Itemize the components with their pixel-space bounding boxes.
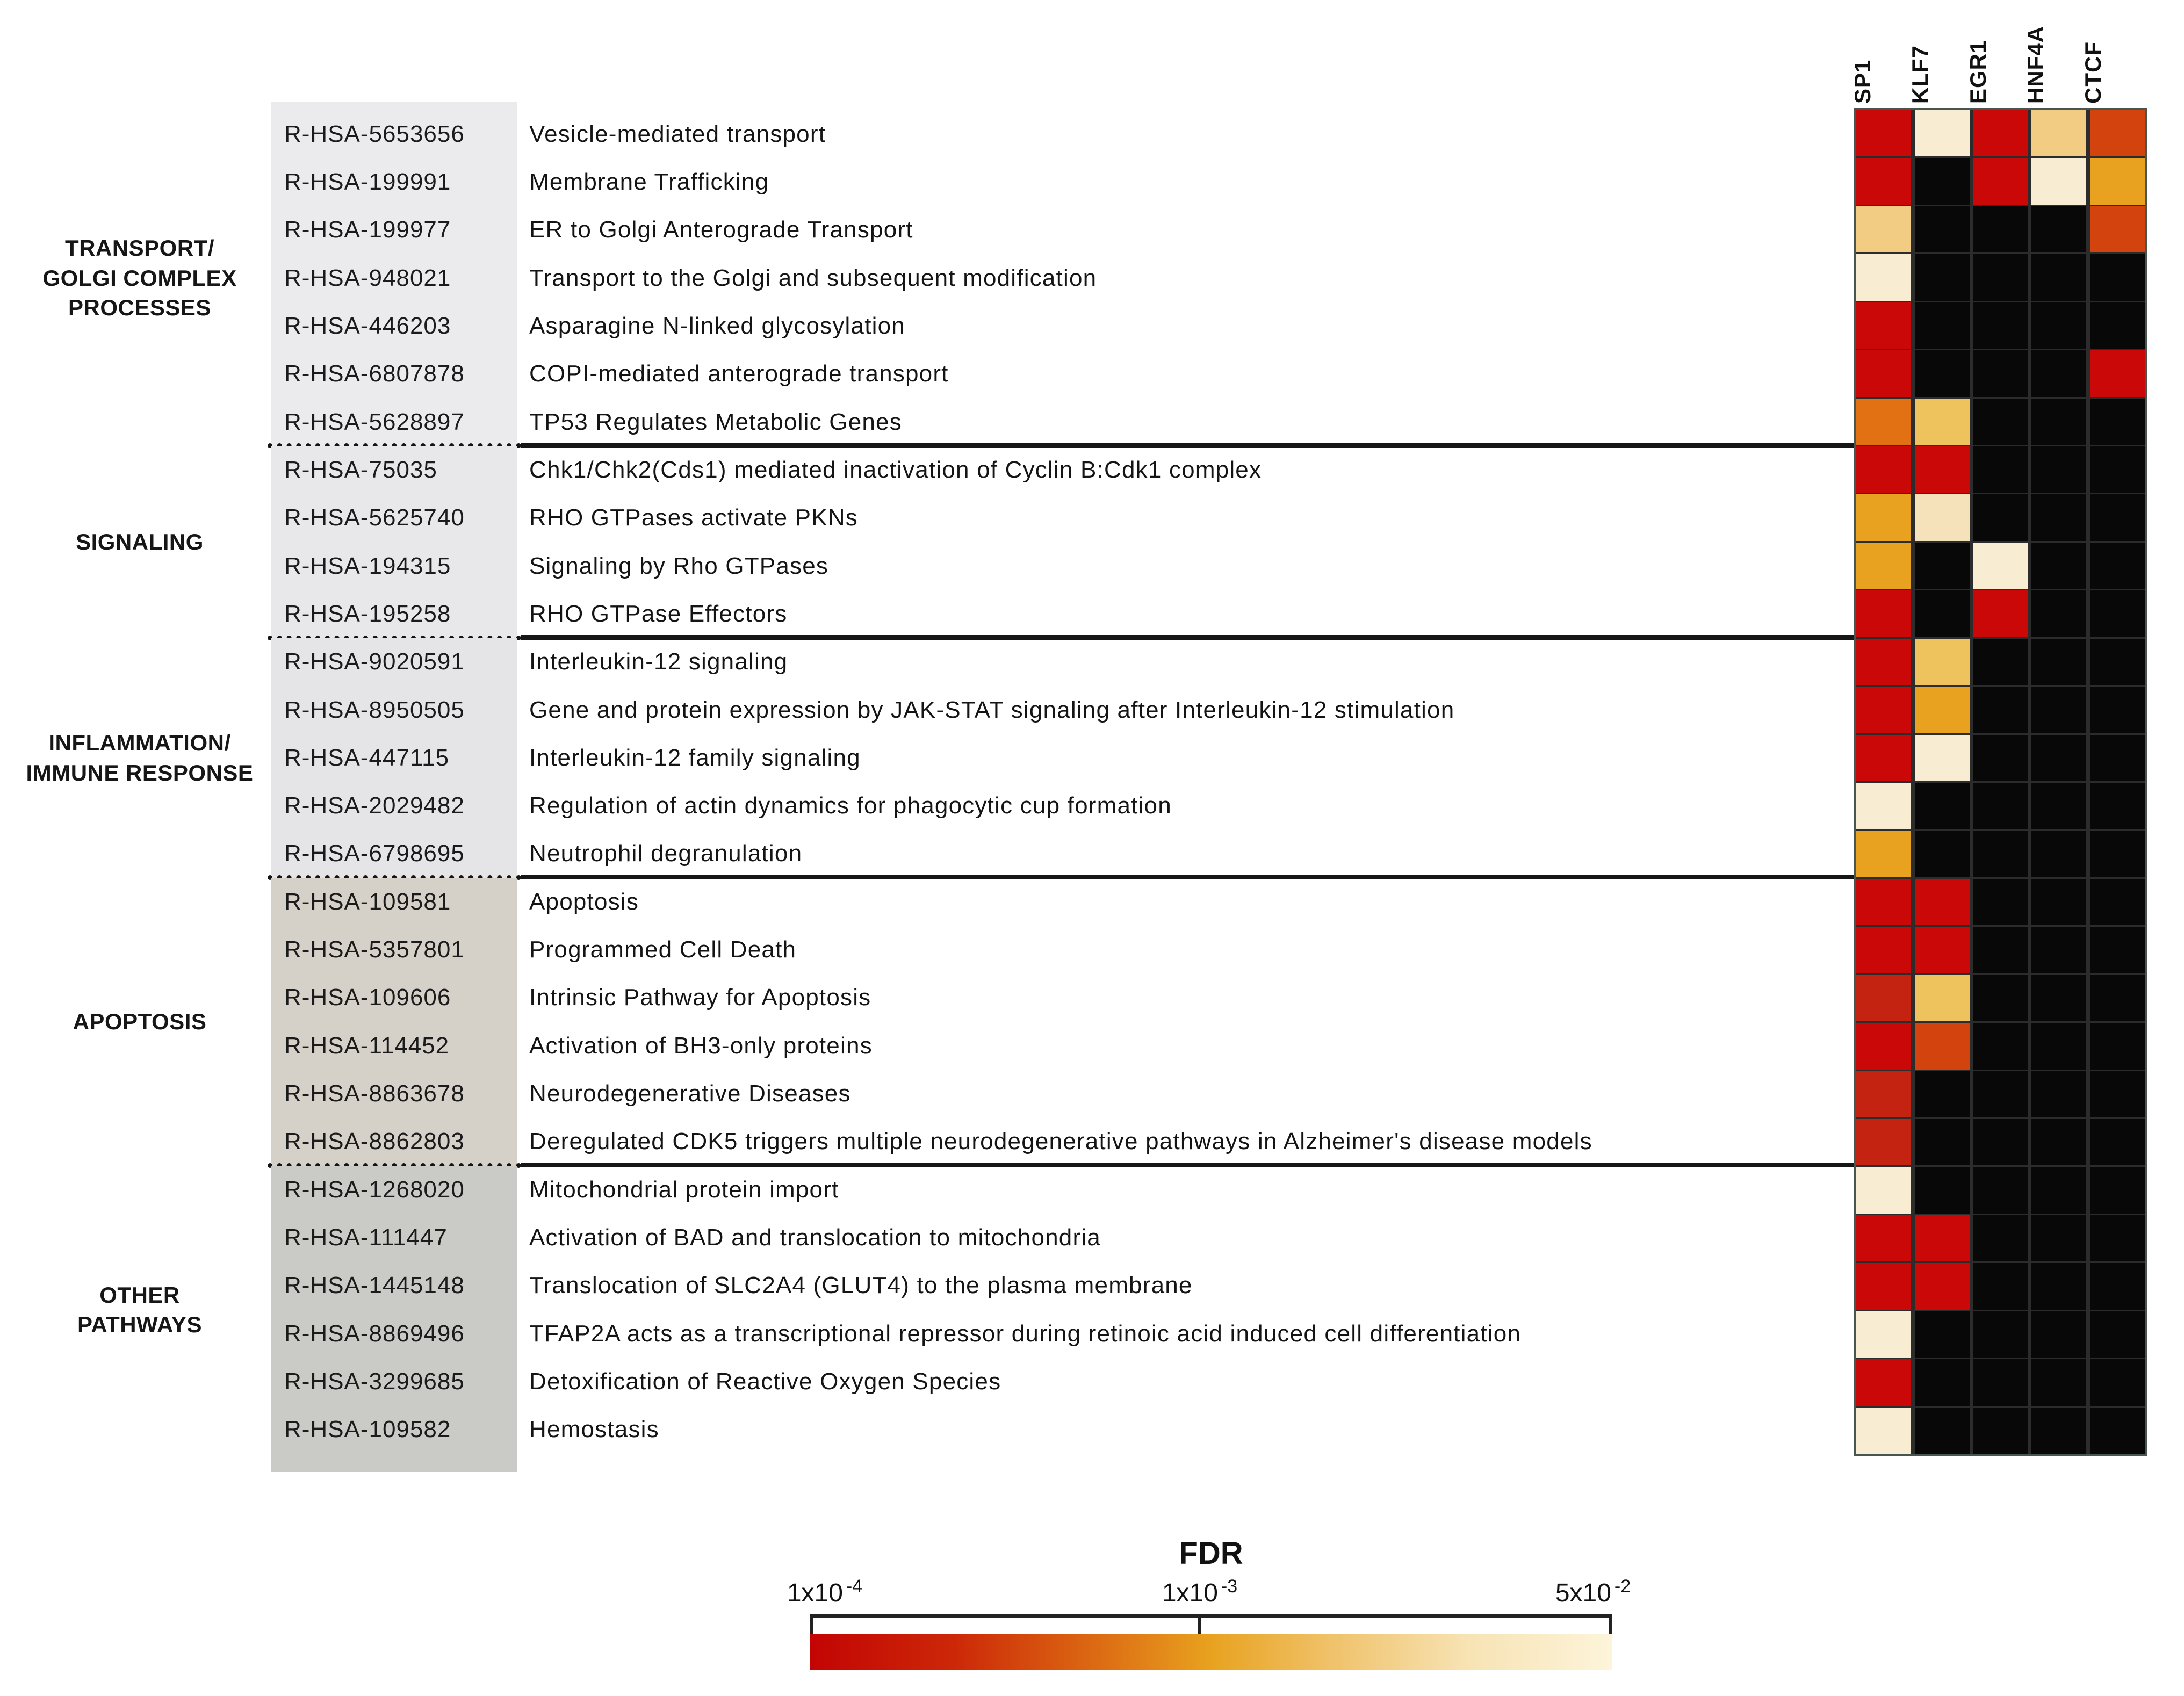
pathway-name: RHO GTPases activate PKNs bbox=[529, 504, 858, 531]
pathway-row bbox=[0, 1406, 1854, 1454]
pathway-name: Asparagine N-linked glycosylation bbox=[529, 312, 905, 339]
column-header-sp1: SP1 bbox=[1849, 59, 1875, 104]
heatmap-cell bbox=[2090, 1359, 2145, 1405]
pathway-row bbox=[0, 638, 1854, 686]
column-header-ctcf: CTCF bbox=[2080, 41, 2106, 104]
heatmap-cell bbox=[1856, 735, 1911, 781]
pathway-name: Neurodegenerative Diseases bbox=[529, 1080, 851, 1107]
heatmap-cell bbox=[2031, 831, 2086, 877]
column-header-hnf4a: HNF4A bbox=[2022, 25, 2048, 104]
heatmap-cell bbox=[1915, 1119, 1970, 1165]
pathway-name: Vesicle-mediated transport bbox=[529, 120, 826, 147]
legend-tick-mid bbox=[1119, 1576, 1280, 1608]
heatmap-cell bbox=[2031, 879, 2086, 925]
heatmap-cell bbox=[2031, 1119, 2086, 1165]
category-label-line: GOLGI COMPLEX bbox=[42, 265, 237, 291]
pathway-name: Intrinsic Pathway for Apoptosis bbox=[529, 984, 871, 1011]
heatmap-cell bbox=[1856, 879, 1911, 925]
pathway-id: R-HSA-2029482 bbox=[284, 792, 465, 819]
heatmap-cell bbox=[2031, 687, 2086, 733]
category-label-line: PROCESSES bbox=[68, 295, 211, 321]
heatmap-cell bbox=[2090, 879, 2145, 925]
pathway-id: R-HSA-9020591 bbox=[284, 648, 465, 675]
heatmap-cell bbox=[1915, 446, 1970, 493]
heatmap-cell bbox=[1915, 543, 1970, 589]
pathway-name: Activation of BH3-only proteins bbox=[529, 1032, 873, 1059]
heatmap-cell bbox=[1973, 1215, 2028, 1261]
heatmap-cell bbox=[2090, 687, 2145, 733]
heatmap-cell bbox=[1973, 1167, 2028, 1213]
heatmap-cell bbox=[2090, 1071, 2145, 1117]
pathway-row bbox=[0, 734, 1854, 782]
pathway-id: R-HSA-114452 bbox=[284, 1032, 450, 1059]
heatmap-cell bbox=[1973, 1119, 2028, 1165]
heatmap-cell bbox=[2031, 1215, 2086, 1261]
pathway-row bbox=[0, 782, 1854, 830]
heatmap-cell bbox=[1856, 590, 1911, 637]
heatmap-cell bbox=[1856, 158, 1911, 204]
pathway-id: R-HSA-5653656 bbox=[284, 120, 465, 147]
pathway-row bbox=[0, 926, 1854, 973]
heatmap-cell bbox=[2031, 639, 2086, 685]
pathway-row bbox=[0, 206, 1854, 254]
pathway-name: COPI-mediated anterograde transport bbox=[529, 360, 949, 387]
heatmap-cell bbox=[1915, 783, 1970, 829]
legend-tick-min bbox=[744, 1576, 905, 1608]
category-label-line: OTHER bbox=[99, 1282, 180, 1308]
heatmap-cell bbox=[1915, 1023, 1970, 1069]
pathway-id: R-HSA-8863678 bbox=[284, 1080, 465, 1107]
pathway-name: Regulation of actin dynamics for phagocytic cup formation bbox=[529, 792, 1172, 819]
pathway-id: R-HSA-5357801 bbox=[284, 936, 465, 963]
pathway-name: Membrane Trafficking bbox=[529, 168, 769, 195]
legend-tick-mid-base: 1x10 bbox=[1162, 1579, 1218, 1607]
legend-title: FDR bbox=[1179, 1536, 1243, 1571]
pathway-id: R-HSA-199977 bbox=[284, 216, 451, 243]
heatmap-cell bbox=[2031, 206, 2086, 252]
pathway-row bbox=[0, 158, 1854, 206]
heatmap-cell bbox=[1856, 783, 1911, 829]
pathway-row bbox=[0, 494, 1854, 542]
heatmap-cell bbox=[2090, 735, 2145, 781]
pathway-name: TP53 Regulates Metabolic Genes bbox=[529, 408, 902, 435]
pathway-name: Apoptosis bbox=[529, 888, 639, 915]
heatmap-cell bbox=[2090, 543, 2145, 589]
heatmap-cell bbox=[1973, 350, 2028, 396]
heatmap-cell bbox=[2031, 158, 2086, 204]
heatmap-cell bbox=[1915, 1263, 1970, 1309]
pathway-name: Interleukin-12 family signaling bbox=[529, 744, 861, 771]
pathway-row bbox=[0, 1022, 1854, 1070]
pathway-id: R-HSA-109581 bbox=[284, 888, 451, 915]
heatmap-cell bbox=[1915, 687, 1970, 733]
pathway-name: Neutrophil degranulation bbox=[529, 840, 803, 867]
pathway-id: R-HSA-8862803 bbox=[284, 1128, 465, 1155]
pathway-name: ER to Golgi Anterograde Transport bbox=[529, 216, 913, 243]
category-label-line: IMMUNE RESPONSE bbox=[26, 760, 254, 785]
heatmap-cell bbox=[2031, 399, 2086, 445]
pathway-id: R-HSA-1268020 bbox=[284, 1176, 465, 1203]
heatmap-cell bbox=[2090, 1311, 2145, 1358]
pathway-row bbox=[0, 1214, 1854, 1261]
heatmap-cell bbox=[1856, 639, 1911, 685]
pathway-row bbox=[0, 1310, 1854, 1358]
heatmap-cell bbox=[1856, 302, 1911, 349]
legend-tick-mid-exp: -3 bbox=[1221, 1576, 1238, 1597]
pathway-id: R-HSA-8950505 bbox=[284, 696, 465, 723]
heatmap-cell bbox=[1973, 1071, 2028, 1117]
heatmap-cell bbox=[1973, 494, 2028, 540]
pathway-row bbox=[0, 1166, 1854, 1214]
heatmap-cell bbox=[1856, 254, 1911, 300]
heatmap-cell bbox=[1973, 975, 2028, 1021]
heatmap-cell bbox=[2031, 543, 2086, 589]
heatmap-cell bbox=[2031, 1359, 2086, 1405]
heatmap-cell bbox=[2031, 350, 2086, 396]
heatmap-cell bbox=[2090, 350, 2145, 396]
pathway-row bbox=[0, 302, 1854, 350]
pathway-id: R-HSA-8869496 bbox=[284, 1320, 465, 1347]
pathway-name: RHO GTPase Effectors bbox=[529, 600, 788, 627]
pathway-id: R-HSA-3299685 bbox=[284, 1368, 465, 1395]
heatmap-cell bbox=[1915, 1311, 1970, 1358]
heatmap-cell bbox=[1973, 783, 2028, 829]
pathway-row bbox=[0, 590, 1854, 638]
pathway-name: Activation of BAD and translocation to mitochondria bbox=[529, 1224, 1101, 1251]
heatmap-cell bbox=[2031, 590, 2086, 637]
pathway-row bbox=[0, 1262, 1854, 1310]
pathway-id: R-HSA-111447 bbox=[284, 1224, 448, 1251]
fdr-heatmap bbox=[1854, 108, 2147, 1456]
heatmap-cell bbox=[1856, 543, 1911, 589]
heatmap-cell bbox=[1915, 975, 1970, 1021]
heatmap-cell bbox=[2090, 1408, 2145, 1454]
heatmap-cell bbox=[1915, 1071, 1970, 1117]
heatmap-cell bbox=[2090, 446, 2145, 493]
heatmap-cell bbox=[2090, 1023, 2145, 1069]
heatmap-cell bbox=[2031, 783, 2086, 829]
heatmap-cell bbox=[1973, 543, 2028, 589]
column-header-klf7: KLF7 bbox=[1907, 45, 1933, 104]
heatmap-cell bbox=[1973, 879, 2028, 925]
heatmap-cell bbox=[1973, 302, 2028, 349]
pathway-name: Interleukin-12 signaling bbox=[529, 648, 788, 675]
heatmap-cell bbox=[1973, 206, 2028, 252]
pathway-id: R-HSA-5628897 bbox=[284, 408, 465, 435]
pathway-id: R-HSA-6807878 bbox=[284, 360, 465, 387]
heatmap-cell bbox=[2031, 110, 2086, 156]
pathway-id: R-HSA-1445148 bbox=[284, 1272, 465, 1299]
category-label-line: PATHWAYS bbox=[77, 1312, 202, 1338]
pathway-id: R-HSA-109606 bbox=[284, 984, 451, 1011]
heatmap-cell bbox=[2031, 1408, 2086, 1454]
heatmap-cell bbox=[2090, 590, 2145, 637]
heatmap-cell bbox=[2090, 110, 2145, 156]
heatmap-cell bbox=[1915, 735, 1970, 781]
heatmap-cell bbox=[1915, 927, 1970, 973]
heatmap-cell bbox=[2090, 831, 2145, 877]
pathway-name: Hemostasis bbox=[529, 1416, 659, 1443]
pathway-name: Transport to the Golgi and subsequent modification bbox=[529, 264, 1097, 291]
heatmap-cell bbox=[1973, 158, 2028, 204]
pathway-id: R-HSA-109582 bbox=[284, 1416, 451, 1443]
heatmap-cell bbox=[2090, 639, 2145, 685]
heatmap-cell bbox=[1973, 927, 2028, 973]
legend-tick-max-exp: -2 bbox=[1614, 1576, 1631, 1597]
heatmap-cell bbox=[1915, 1167, 1970, 1213]
heatmap-cell bbox=[1856, 1359, 1911, 1405]
pathway-id: R-HSA-5625740 bbox=[284, 504, 465, 531]
pathway-row bbox=[0, 254, 1854, 302]
heatmap-cell bbox=[1915, 254, 1970, 300]
heatmap-cell bbox=[2031, 1071, 2086, 1117]
heatmap-cell bbox=[2090, 494, 2145, 540]
pathway-row bbox=[0, 686, 1854, 734]
pathway-row bbox=[0, 110, 1854, 158]
pathway-id: R-HSA-199991 bbox=[284, 168, 451, 195]
category-label-line: SIGNALING bbox=[76, 529, 204, 555]
heatmap-cell bbox=[1973, 110, 2028, 156]
heatmap-cell bbox=[1973, 399, 2028, 445]
heatmap-cell bbox=[1856, 206, 1911, 252]
heatmap-cell bbox=[1973, 831, 2028, 877]
pathway-name: Programmed Cell Death bbox=[529, 936, 797, 963]
heatmap-cell bbox=[2090, 399, 2145, 445]
pathway-id: R-HSA-446203 bbox=[284, 312, 451, 339]
heatmap-cell bbox=[1856, 1071, 1911, 1117]
heatmap-cell bbox=[1973, 735, 2028, 781]
heatmap-cell bbox=[1973, 639, 2028, 685]
pathway-name: Mitochondrial protein import bbox=[529, 1176, 839, 1203]
heatmap-cell bbox=[1856, 831, 1911, 877]
heatmap-cell bbox=[2031, 735, 2086, 781]
heatmap-cell bbox=[2090, 975, 2145, 1021]
heatmap-cell bbox=[1915, 206, 1970, 252]
heatmap-cell bbox=[1973, 254, 2028, 300]
heatmap-cell bbox=[2031, 1263, 2086, 1309]
pathway-row bbox=[0, 878, 1854, 926]
heatmap-cell bbox=[1915, 302, 1970, 349]
heatmap-cell bbox=[1915, 639, 1970, 685]
pathway-row bbox=[0, 398, 1854, 446]
pathway-name: Detoxification of Reactive Oxygen Species bbox=[529, 1368, 1001, 1395]
pathway-row bbox=[0, 830, 1854, 878]
pathway-id: R-HSA-194315 bbox=[284, 552, 451, 579]
heatmap-cell bbox=[1856, 110, 1911, 156]
pathway-id: R-HSA-6798695 bbox=[284, 840, 465, 867]
heatmap-cell bbox=[1915, 1359, 1970, 1405]
heatmap-cell bbox=[2090, 927, 2145, 973]
heatmap-cell bbox=[1973, 446, 2028, 493]
heatmap-cell bbox=[1856, 399, 1911, 445]
heatmap-cell bbox=[1915, 590, 1970, 637]
heatmap-cell bbox=[2090, 1119, 2145, 1165]
legend-gradient-bar bbox=[810, 1634, 1612, 1670]
heatmap-cell bbox=[1915, 831, 1970, 877]
heatmap-cell bbox=[1856, 687, 1911, 733]
legend-tick-min-base: 1x10 bbox=[787, 1579, 843, 1607]
heatmap-cell bbox=[1915, 110, 1970, 156]
heatmap-cell bbox=[2031, 254, 2086, 300]
heatmap-cell bbox=[2031, 446, 2086, 493]
heatmap-cell bbox=[2090, 254, 2145, 300]
heatmap-cell bbox=[1856, 1408, 1911, 1454]
heatmap-cell bbox=[2090, 1263, 2145, 1309]
heatmap-cell bbox=[1973, 687, 2028, 733]
heatmap-cell bbox=[1856, 1215, 1911, 1261]
pathway-row bbox=[0, 350, 1854, 398]
heatmap-cell bbox=[1973, 1311, 2028, 1358]
heatmap-cell bbox=[1973, 1023, 2028, 1069]
heatmap-cell bbox=[2031, 975, 2086, 1021]
heatmap-cell bbox=[1856, 1119, 1911, 1165]
pathway-id: R-HSA-195258 bbox=[284, 600, 451, 627]
pathway-row bbox=[0, 446, 1854, 494]
pathway-id: R-HSA-948021 bbox=[284, 264, 451, 291]
legend-tick-min-exp: -4 bbox=[846, 1576, 863, 1597]
pathway-row bbox=[0, 974, 1854, 1022]
heatmap-cell bbox=[1915, 879, 1970, 925]
heatmap-cell bbox=[2090, 158, 2145, 204]
heatmap-cell bbox=[1915, 1408, 1970, 1454]
category-label-line: TRANSPORT/ bbox=[65, 235, 214, 261]
column-header-egr1: EGR1 bbox=[1965, 40, 1991, 104]
pathway-row bbox=[0, 1358, 1854, 1405]
pathway-name: Deregulated CDK5 triggers multiple neurodegenerative pathways in Alzheimer's disease models bbox=[529, 1128, 1592, 1155]
heatmap-cell bbox=[1856, 975, 1911, 1021]
pathway-name: Signaling by Rho GTPases bbox=[529, 552, 829, 579]
category-label-line: APOPTOSIS bbox=[73, 1009, 207, 1035]
heatmap-cell bbox=[1973, 1359, 2028, 1405]
heatmap-cell bbox=[1973, 590, 2028, 637]
heatmap-cell bbox=[1856, 1167, 1911, 1213]
heatmap-cell bbox=[2090, 783, 2145, 829]
pathway-id: R-HSA-447115 bbox=[284, 744, 450, 771]
heatmap-cell bbox=[2031, 494, 2086, 540]
pathway-row bbox=[0, 1118, 1854, 1166]
heatmap-cell bbox=[1856, 927, 1911, 973]
heatmap-cell bbox=[1856, 446, 1911, 493]
heatmap-cell bbox=[2090, 206, 2145, 252]
pathway-id: R-HSA-75035 bbox=[284, 456, 437, 483]
heatmap-cell bbox=[1856, 350, 1911, 396]
pathway-row bbox=[0, 1070, 1854, 1117]
heatmap-cell bbox=[1915, 399, 1970, 445]
heatmap-cell bbox=[2031, 927, 2086, 973]
heatmap-cell bbox=[1856, 494, 1911, 540]
legend-tick-max bbox=[1512, 1576, 1674, 1608]
heatmap-cell bbox=[2090, 1215, 2145, 1261]
heatmap-cell bbox=[1915, 350, 1970, 396]
heatmap-cell bbox=[1915, 1215, 1970, 1261]
heatmap-cell bbox=[1856, 1311, 1911, 1358]
heatmap-cell bbox=[2031, 1167, 2086, 1213]
legend-tick-max-base: 5x10 bbox=[1555, 1579, 1611, 1607]
heatmap-cell bbox=[2031, 1311, 2086, 1358]
category-label-line: INFLAMMATION/ bbox=[48, 730, 231, 756]
heatmap-cell bbox=[1973, 1408, 2028, 1454]
heatmap-cell bbox=[1973, 1263, 2028, 1309]
heatmap-cell bbox=[2090, 1167, 2145, 1213]
pathway-name: TFAP2A acts as a transcriptional repressor during retinoic acid induced cell differentiation bbox=[529, 1320, 1522, 1347]
heatmap-cell bbox=[1915, 158, 1970, 204]
pathway-name: Gene and protein expression by JAK-STAT signaling after Interleukin-12 stimulation bbox=[529, 696, 1455, 723]
pathway-row bbox=[0, 542, 1854, 590]
heatmap-cell bbox=[1856, 1263, 1911, 1309]
heatmap-cell bbox=[2031, 302, 2086, 349]
heatmap-cell bbox=[2090, 302, 2145, 349]
pathway-name: Chk1/Chk2(Cds1) mediated inactivation of Cyclin B:Cdk1 complex bbox=[529, 456, 1262, 483]
heatmap-cell bbox=[2031, 1023, 2086, 1069]
heatmap-cell bbox=[1915, 494, 1970, 540]
legend-axis bbox=[810, 1614, 1612, 1618]
pathway-name: Translocation of SLC2A4 (GLUT4) to the plasma membrane bbox=[529, 1272, 1193, 1299]
heatmap-cell bbox=[1856, 1023, 1911, 1069]
